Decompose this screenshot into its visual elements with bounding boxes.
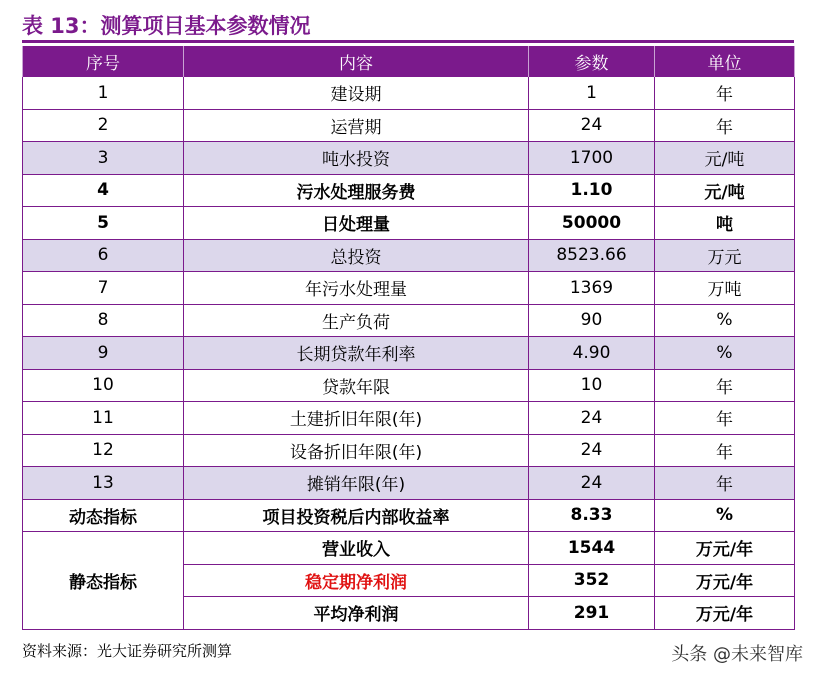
- table-row: [23, 109, 795, 142]
- row-content: 运营期: [184, 109, 529, 142]
- row-content: 总投资: [184, 239, 529, 272]
- row-no: 7: [23, 272, 184, 305]
- table-row: [23, 467, 795, 500]
- row-value: 1369: [529, 272, 655, 305]
- row-unit: 元/吨: [655, 174, 795, 207]
- row-value: 24: [529, 434, 655, 467]
- row-content: 土建折旧年限(年): [184, 402, 529, 435]
- table-row: [23, 272, 795, 305]
- row-unit: 万元/年: [655, 564, 795, 597]
- table-row: [23, 402, 795, 435]
- header-value: 参数: [529, 46, 655, 77]
- row-unit: 万元: [655, 239, 795, 272]
- row-unit: 年: [655, 467, 795, 500]
- row-unit: 年: [655, 77, 795, 110]
- row-no: 5: [23, 207, 184, 240]
- row-no: 1: [23, 77, 184, 110]
- static-indicator-row: [23, 532, 795, 565]
- row-value: 1: [529, 77, 655, 110]
- row-no: 11: [23, 402, 184, 435]
- row-unit: %: [655, 304, 795, 337]
- dynamic-indicator-row: [23, 499, 795, 532]
- row-content: 摊销年限(年): [184, 467, 529, 500]
- row-unit: 万元/年: [655, 532, 795, 565]
- row-content: 长期贷款年利率: [184, 337, 529, 370]
- row-content: 贷款年限: [184, 369, 529, 402]
- row-content: 年污水处理量: [184, 272, 529, 305]
- row-no: 3: [23, 142, 184, 175]
- table-row: [23, 434, 795, 467]
- header-unit: 单位: [655, 46, 795, 77]
- row-no: 8: [23, 304, 184, 337]
- row-unit: 年: [655, 402, 795, 435]
- row-value: 1544: [529, 532, 655, 565]
- table-title: 表 13：测算项目基本参数情况: [22, 14, 311, 38]
- row-content: 建设期: [184, 77, 529, 110]
- row-unit: 年: [655, 369, 795, 402]
- row-value: 90: [529, 304, 655, 337]
- row-no: 6: [23, 239, 184, 272]
- row-unit: 吨: [655, 207, 795, 240]
- row-value: 352: [529, 564, 655, 597]
- row-content: 稳定期净利润: [184, 564, 529, 597]
- table-row: [23, 142, 795, 175]
- row-unit: 元/吨: [655, 142, 795, 175]
- header-content: 内容: [184, 46, 529, 77]
- row-value: 8.33: [529, 499, 655, 532]
- row-no: 13: [23, 467, 184, 500]
- row-unit: 万元/年: [655, 597, 795, 630]
- row-content: 污水处理服务费: [184, 174, 529, 207]
- table-row: [23, 304, 795, 337]
- row-value: 24: [529, 402, 655, 435]
- row-value: 1.10: [529, 174, 655, 207]
- row-value: 4.90: [529, 337, 655, 370]
- title-rule: [22, 40, 794, 43]
- row-unit: 万吨: [655, 272, 795, 305]
- static-indicator-label: 静态指标: [23, 532, 184, 630]
- row-unit: 年: [655, 109, 795, 142]
- parameters-table: [22, 46, 795, 630]
- row-value: 8523.66: [529, 239, 655, 272]
- table-row: [23, 239, 795, 272]
- row-content: 吨水投资: [184, 142, 529, 175]
- row-value: 24: [529, 467, 655, 500]
- row-unit: %: [655, 499, 795, 532]
- row-content: 项目投资税后内部收益率: [184, 499, 529, 532]
- row-value: 24: [529, 109, 655, 142]
- row-content: 设备折旧年限(年): [184, 434, 529, 467]
- table-row: [23, 207, 795, 240]
- row-value: 1700: [529, 142, 655, 175]
- row-no: 12: [23, 434, 184, 467]
- row-no: 9: [23, 337, 184, 370]
- dynamic-indicator-label: 动态指标: [23, 499, 184, 532]
- row-no: 4: [23, 174, 184, 207]
- row-no: 10: [23, 369, 184, 402]
- table-row: [23, 77, 795, 110]
- table-row: [23, 369, 795, 402]
- row-content: 平均净利润: [184, 597, 529, 630]
- table-row: [23, 337, 795, 370]
- row-no: 2: [23, 109, 184, 142]
- row-content: 营业收入: [184, 532, 529, 565]
- header-no: 序号: [23, 46, 184, 77]
- table-row: [23, 174, 795, 207]
- row-value: 50000: [529, 207, 655, 240]
- row-content: 日处理量: [184, 207, 529, 240]
- row-value: 291: [529, 597, 655, 630]
- row-unit: 年: [655, 434, 795, 467]
- row-content: 生产负荷: [184, 304, 529, 337]
- header-row: [23, 46, 795, 77]
- row-unit: %: [655, 337, 795, 370]
- row-value: 10: [529, 369, 655, 402]
- source-note: 资料来源：光大证券研究所测算: [22, 642, 233, 660]
- watermark: 头条 @未来智库: [671, 644, 803, 665]
